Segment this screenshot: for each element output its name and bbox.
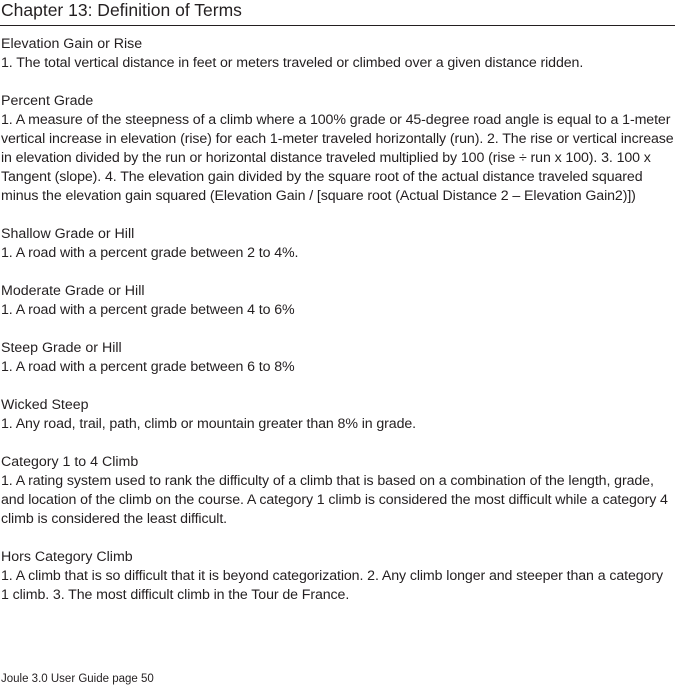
term-name: Elevation Gain or Rise [1,36,143,52]
term-name: Wicked Steep [1,397,89,413]
page-footer: Joule 3.0 User Guide page 50 [1,673,154,685]
term-name: Hors Category Climb [1,549,133,565]
term-definition: 1. A climb that is so difficult that it is beyond categorization. 2. Any climb longer and steeper than a category 1 climb. 3. The most difficult climb in the Tour de France. [1,568,663,603]
term-shallow-grade [1,225,674,263]
term-hors-category [1,548,674,605]
term-moderate-grade [1,282,674,320]
term-definition: 1. A rating system used to rank the difficulty of a climb that is based on a combination of the length, grade, and location of the climb on the course. A category 1 climb is considered the most difficult while a category 4 climb is considered the least difficult. [1,473,668,527]
term-name: Moderate Grade or Hill [1,283,145,299]
term-definition: 1. A road with a percent grade between 6 to 8% [1,359,295,375]
term-percent-grade [1,92,674,206]
term-name: Steep Grade or Hill [1,340,122,356]
term-steep-grade [1,339,674,377]
term-name: Category 1 to 4 Climb [1,454,139,470]
term-definition: 1. A road with a percent grade between 2 to 4%. [1,245,299,261]
definitions-list [1,35,674,624]
term-definition: 1. The total vertical distance in feet or meters traveled or climbed over a given distance ridden. [1,55,584,71]
chapter-title: Chapter 13: Definition of Terms [1,0,242,20]
term-name: Shallow Grade or Hill [1,226,135,242]
term-definition: 1. A measure of the steepness of a climb where a 100% grade or 45-degree road angle is equal to a 1-meter vertical increase in elevation (rise) for each 1-meter traveled horizontally (run). 2. The rise or vertical increase in elevation divided by the run or horizontal distance traveled multiplied by 100 (rise ÷ run x 100). 3. 100 x Tangent (slope). 4. The elevation gain divided by the square root of the actual distance traveled squared minus the elevation gain squared (Elevation Gain / [square root (Actual Distance 2 – Elevation Gain2)]) [1,112,674,204]
term-name: Percent Grade [1,93,94,109]
page-header [0,0,675,26]
term-definition: 1. Any road, trail, path, climb or mountain greater than 8% in grade. [1,416,417,432]
term-elevation-gain [1,35,674,73]
term-wicked-steep [1,396,674,434]
term-category-climb [1,453,674,529]
term-definition: 1. A road with a percent grade between 4 to 6% [1,302,295,318]
